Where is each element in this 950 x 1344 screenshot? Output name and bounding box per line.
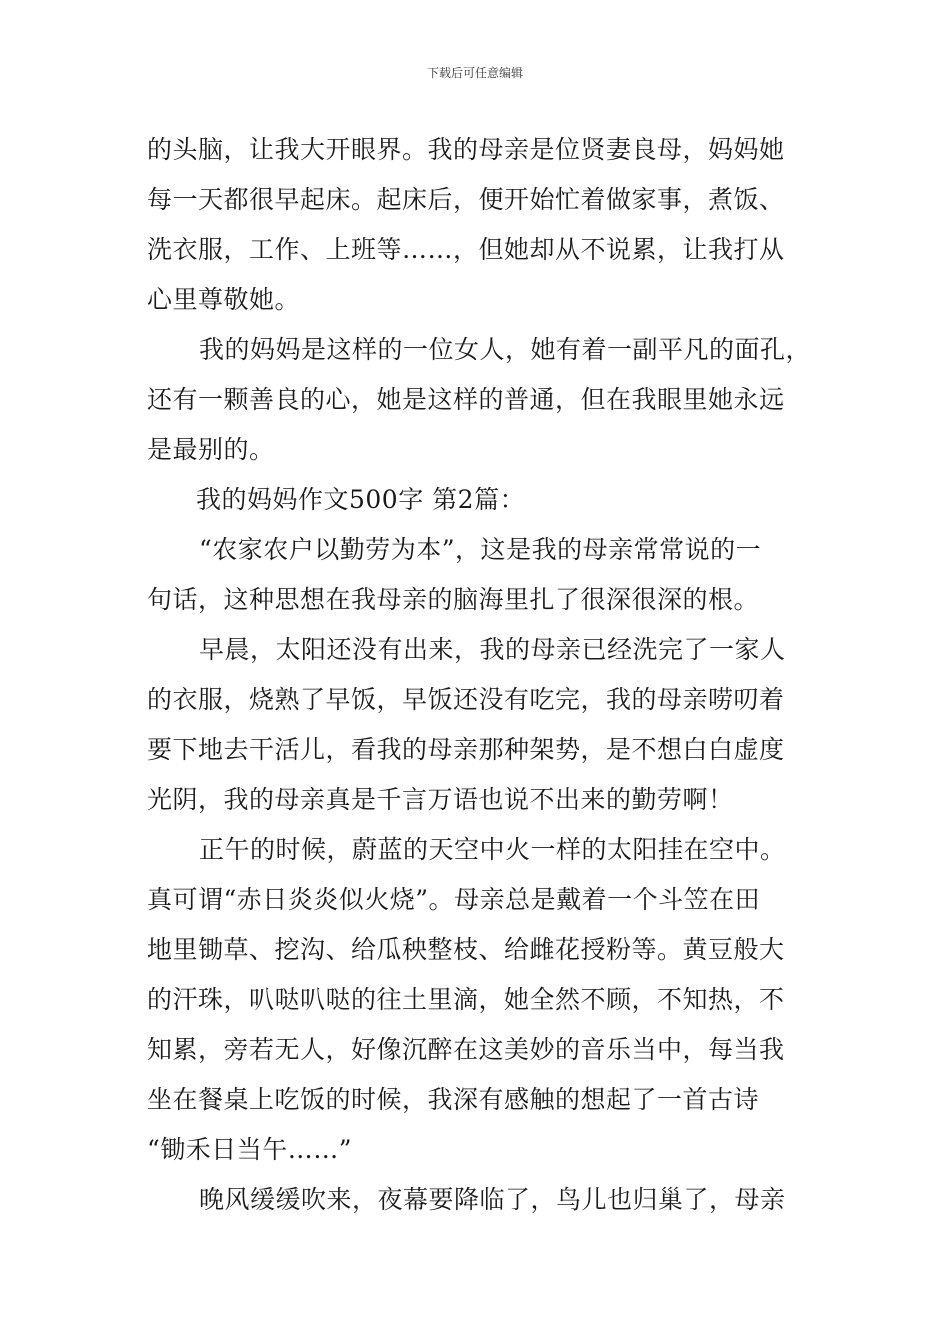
text-line: 正午的时候，蔚蓝的天空中火一样的太阳挂在空中。 [199,835,786,864]
text-line: 我的妈妈是这样的一位女人，她有着一副平凡的面孔， [199,335,812,364]
text-line: 的衣服，烧熟了早饭，早饭还没有吃完，我的母亲唠叨着 [147,685,785,714]
text-line: 晚风缓缓吹来，夜幕要降临了，鸟儿也归巢了，母亲 [199,1185,786,1214]
page-header-note: 下载后可任意编辑 [426,66,523,80]
text-line: 光阴，我的母亲真是千言万语也说不出来的勤劳啊！ [147,785,734,814]
text-line: 句话，这种思想在我母亲的脑海里扎了很深很深的根。 [147,585,760,614]
text-line: 知累，旁若无人，好像沉醉在这美妙的音乐当中，每当我 [147,1035,785,1064]
text-line: 地里锄草、挖沟、给瓜秧整枝、给雌花授粉等。黄豆般大 [147,935,785,964]
text-line: 心里尊敬她。 [147,285,301,314]
text-line: 每一天都很早起床。起床后，便开始忙着做家事，煮饭、 [147,185,785,214]
section-heading: 我的妈妈作文500字 第2篇： [196,485,526,514]
text-line: 要下地去干活儿，看我的母亲那种架势，是不想白白虚度 [147,735,785,764]
text-line: 的头脑，让我大开眼界。我的母亲是位贤妻良母，妈妈她 [147,135,785,164]
text-line: “锄禾日当午……” [147,1135,353,1164]
text-line: 的汗珠，叭哒叭哒的往土里滴，她全然不顾，不知热，不 [147,985,785,1014]
text-line: 真可谓“赤日炎炎似火烧”。母亲总是戴着一个斗笠在田 [147,885,761,914]
text-line: 洗衣服，工作、上班等……，但她却从不说累，让我打从 [147,235,785,264]
text-line: “农家农户以勤劳为本”，这是我的母亲常常说的一 [199,535,762,564]
text-line: 还有一颗善良的心，她是这样的普通，但在我眼里她永远 [147,385,785,414]
text-line: 是最别的。 [147,435,275,464]
text-line: 早晨，太阳还没有出来，我的母亲已经洗完了一家人 [199,635,786,664]
text-line: 坐在餐桌上吃饭的时候，我深有感触的想起了一首古诗 [147,1085,760,1114]
